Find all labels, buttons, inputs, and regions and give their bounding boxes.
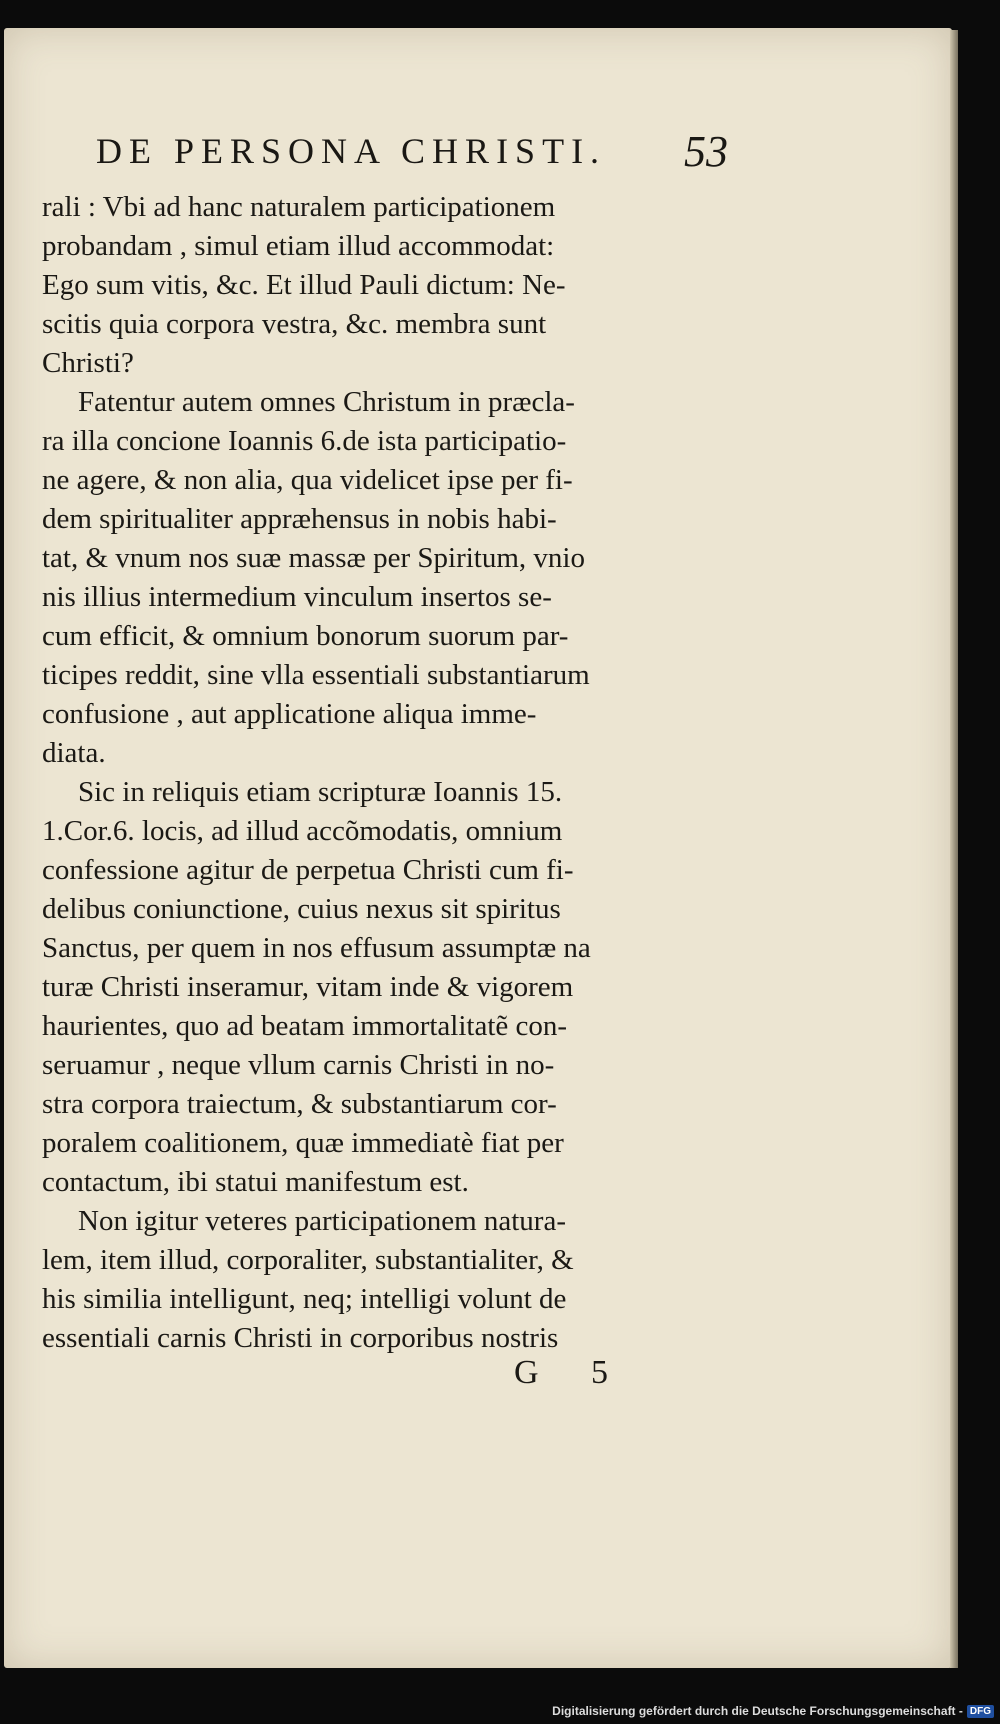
text-line: 1.Cor.6. locis, ad illud accõmodatis, omnium xyxy=(42,815,563,847)
text-line: ne agere, & non alia, qua videlicet ipse per fi- xyxy=(42,464,573,496)
dfg-logo: DFG xyxy=(967,1705,994,1718)
text-line: confessione agitur de perpetua Christi cum fi- xyxy=(42,854,574,886)
text-line: Non igitur veteres participationem natura- xyxy=(78,1205,566,1237)
page-number: 53 xyxy=(684,127,728,176)
text-line: turæ Christi inseramur, vitam inde & vigorem xyxy=(42,971,574,1003)
text-line: ticipes reddit, sine vlla essentiali substantiarum xyxy=(42,659,590,691)
text-line: delibus coniunctione, cuius nexus sit spiritus xyxy=(42,893,561,925)
text-line: Christi? xyxy=(42,347,134,379)
text-line: confusione , aut applicatione aliqua imme- xyxy=(42,698,537,730)
body-text xyxy=(42,188,722,1358)
text-line: contactum, ibi statui manifestum est. xyxy=(42,1166,469,1198)
text-line: poralem coalitionem, quæ immediatè fiat per xyxy=(42,1127,564,1159)
text-line: Sanctus, per quem in nos effusum assumptæ na xyxy=(42,932,591,964)
running-title: DE PERSONA CHRISTI. xyxy=(96,131,607,171)
text-line: Ego sum vitis, &c. Et illud Pauli dictum: Ne- xyxy=(42,269,566,301)
book-page xyxy=(4,28,952,1668)
text-line: essentiali carnis Christi in corporibus nostris xyxy=(42,1322,559,1354)
text-line: tat, & vnum nos suæ massæ per Spiritum, vnio xyxy=(42,542,585,574)
text-line: Sic in reliquis etiam scripturæ Ioannis 15. xyxy=(78,776,563,808)
text-line: seruamur , neque vllum carnis Christi in no- xyxy=(42,1049,555,1081)
text-line: dem spiritualiter appræhensus in nobis habi- xyxy=(42,503,557,535)
text-line: nis illius intermedium vinculum insertos se- xyxy=(42,581,552,613)
text-line: stra corpora traiectum, & substantiarum cor- xyxy=(42,1088,557,1120)
text-line: probandam , simul etiam illud accommodat: xyxy=(42,230,555,262)
digitization-credit xyxy=(552,1704,994,1718)
text-line: lem, item illud, corporaliter, substantialiter, & xyxy=(42,1244,574,1276)
text-line: ra illa concione Ioannis 6.de ista participatio- xyxy=(42,425,567,457)
page-edge xyxy=(950,30,958,1668)
credit-text: Digitalisierung gefördert durch die Deutsche Forschungsgemeinschaft - xyxy=(552,1704,963,1718)
text-line: scitis quia corpora vestra, &c. membra sunt xyxy=(42,308,547,340)
text-line: his similia intelligunt, neq; intelligi volunt de xyxy=(42,1283,567,1315)
text-line: cum efficit, & omnium bonorum suorum par- xyxy=(42,620,569,652)
page-header xyxy=(96,127,736,176)
text-line: diata. xyxy=(42,737,106,769)
text-line: Fatentur autem omnes Christum in præcla- xyxy=(78,386,575,418)
signature-mark: G 5 xyxy=(514,1354,631,1391)
text-line: haurientes, quo ad beatam immortalitatẽ con- xyxy=(42,1010,568,1042)
text-line: rali : Vbi ad hanc naturalem participationem xyxy=(42,191,556,223)
